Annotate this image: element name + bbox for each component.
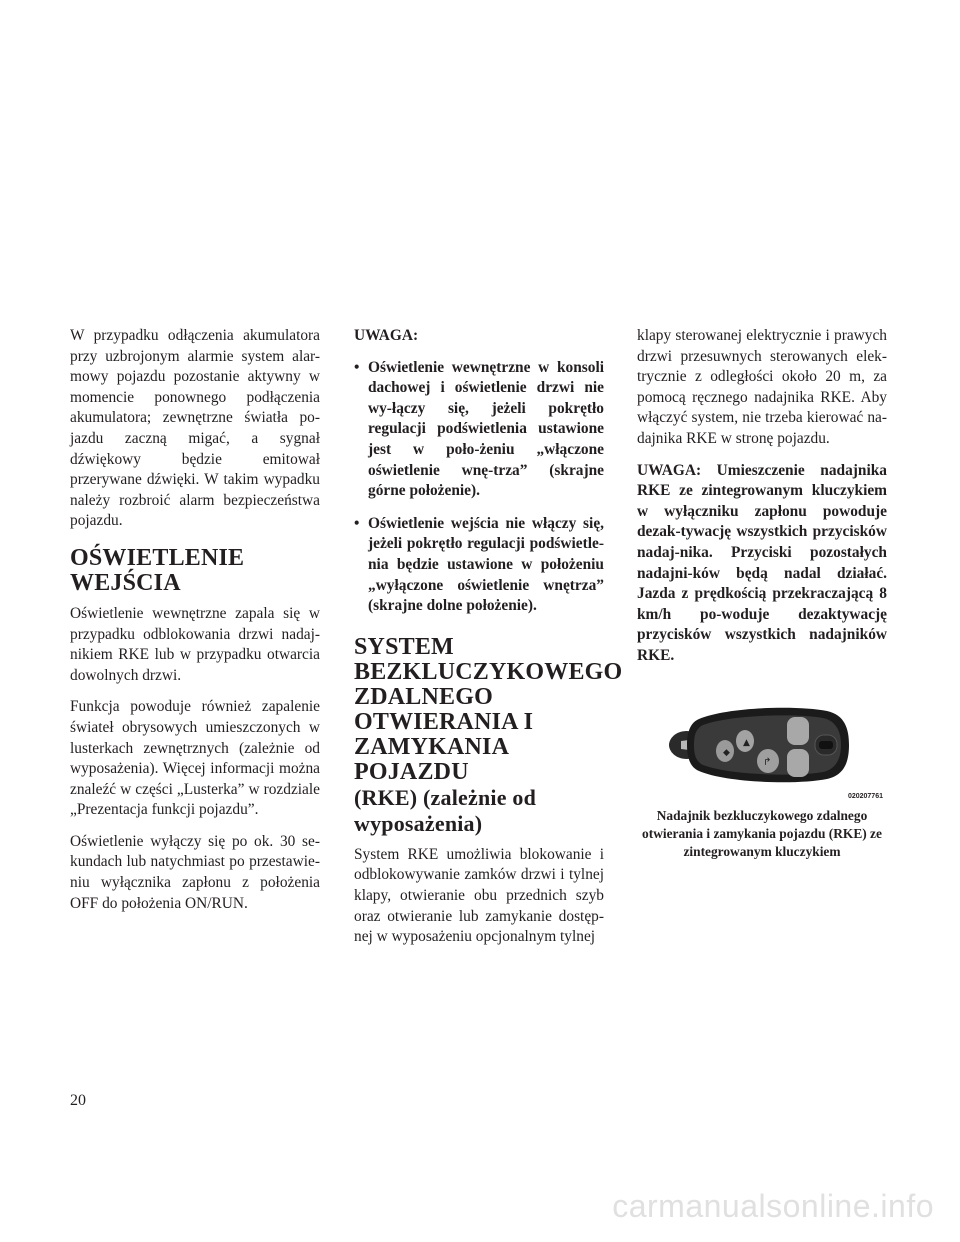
bullet-icon: • [354,514,360,532]
heading-rke-system [354,633,623,837]
heading-line: ZDALNEGO [354,683,493,710]
note-bullet-list [354,358,604,617]
column-2 [354,326,623,959]
heading-line: BEZKLUCZYKOWEGO [354,658,623,685]
paragraph-interior-light: Oświetlenie wewnętrzne zapala się w przypadku odblokowania drzwi nadaj-nikiem RKE lub w przypadku otwarcia dowolnych drzwi. [70,604,320,684]
watermark: carmanualsonline.info [612,1188,934,1224]
heading-line: OTWIERANIA I [354,708,534,735]
heading-line: WEJŚCIA [70,569,181,596]
heading-line: ZAMYKANIA POJAZDU [354,733,508,785]
list-item [354,358,604,502]
list-item [354,514,604,617]
paragraph-mirror-lights: Funkcja powoduje również zapalenie świateł obrysowych umieszczonych w lusterkach zewnętrznych (zależnie od wyposażenia). Więcej informacji można znaleźć w części „Lusterka” w rozdziale „Prezentacja funkcji pojazdu”. [70,698,320,819]
heading-entry-lighting [70,546,320,596]
bullet-text: Oświetlenie wejścia nie włączy się, jeżeli pokrętło regulacji podświetle-nia będzie ustawione w położeniu „wyłączone oświetlenie wnętrza” (skrajne dolne położenie). [368,514,604,615]
figure-id: 020207761 [847,792,883,800]
heading-line: (RKE) (zależnie od [354,784,537,810]
svg-text:↱: ↱ [763,756,772,768]
bullet-text: Oświetlenie wewnętrzne w konsoli dachowej i oświetlenie drzwi nie wy-łączy się, jeżeli pokrętło regulacji podświetlenia ustawione jest w poło-żeniu „włączone oświetlenie wnę-trza” (skrajne górne położenie). [368,358,604,500]
heading-line: SYSTEM [354,633,454,660]
key-fob-figure [637,689,887,799]
page-number: 20 [70,1092,86,1109]
paragraph-light-off: Oświetlenie wyłączy się po ok. 30 se-kundach lub natychmiast po przestawie-niu wyłącznika zapłonu z położenia OFF do położenia ON/RUN. [70,832,320,912]
key-fob-illustration [637,689,887,799]
heading-line: OŚWIETLENIE [70,544,245,571]
paragraph-rke-description: System RKE umożliwia blokowanie i odblokowywanie zamków drzwi i tylnej klapy, otwieranie obu przednich szyb oraz otwieranie lub zamykanie dostęp-nej w wyposażeniu opcjonalnym tylnej [354,845,604,946]
svg-text:▲: ▲ [743,737,750,748]
column-1 [70,326,320,925]
paragraph-rke-continued: klapy sterowanej elektrycznie i prawych drzwi przesuwnych sterowanych elek-trycznie z odległości około 20 m, za pomocą ręcznego nadajnika RKE. Aby włączyć system, nie trzeba kierować na-dajnika RKE w stronę pojazdu. [637,327,887,447]
note-paragraph: UWAGA: Umieszczenie nadajnika RKE ze zintegrowanym kluczykiem w wyłączniku zapłonu powoduje dezak-tywację wszystkich przycisków nadaj-nika. Przyciski pozostałych nadajni-ków będą nadal działać. Jazda z prędkością przekraczającą 8 km/h po-woduje dezaktywację przycisków wszystkich nadajników RKE. [637,461,887,664]
note-label: UWAGA: [354,327,419,344]
paragraph-battery-alarm: W przypadku odłączenia akumulatora przy uzbrojonym alarmie system alar-mowy pojazdu pozostanie aktywny w momencie ponownego podłączenia akumulatora; zewnętrzne światła po-jazdu zaczną migać, a sygnał dźwiękowy będzie emitował przerywane dźwięki. W takim wypadku należy rozbroić alarm bezpieczeństwa pojazdu. [70,327,320,530]
column-3 [637,326,887,861]
heading-line: wyposażenia) [354,810,483,836]
svg-text:◆: ◆ [723,747,730,758]
figure-caption: Nadajnik bezkluczykowego zdalnego otwierania i zamykania pojazdu (RKE) ze zintegrowanym kluczykiem [642,807,882,859]
bullet-icon: • [354,358,360,376]
